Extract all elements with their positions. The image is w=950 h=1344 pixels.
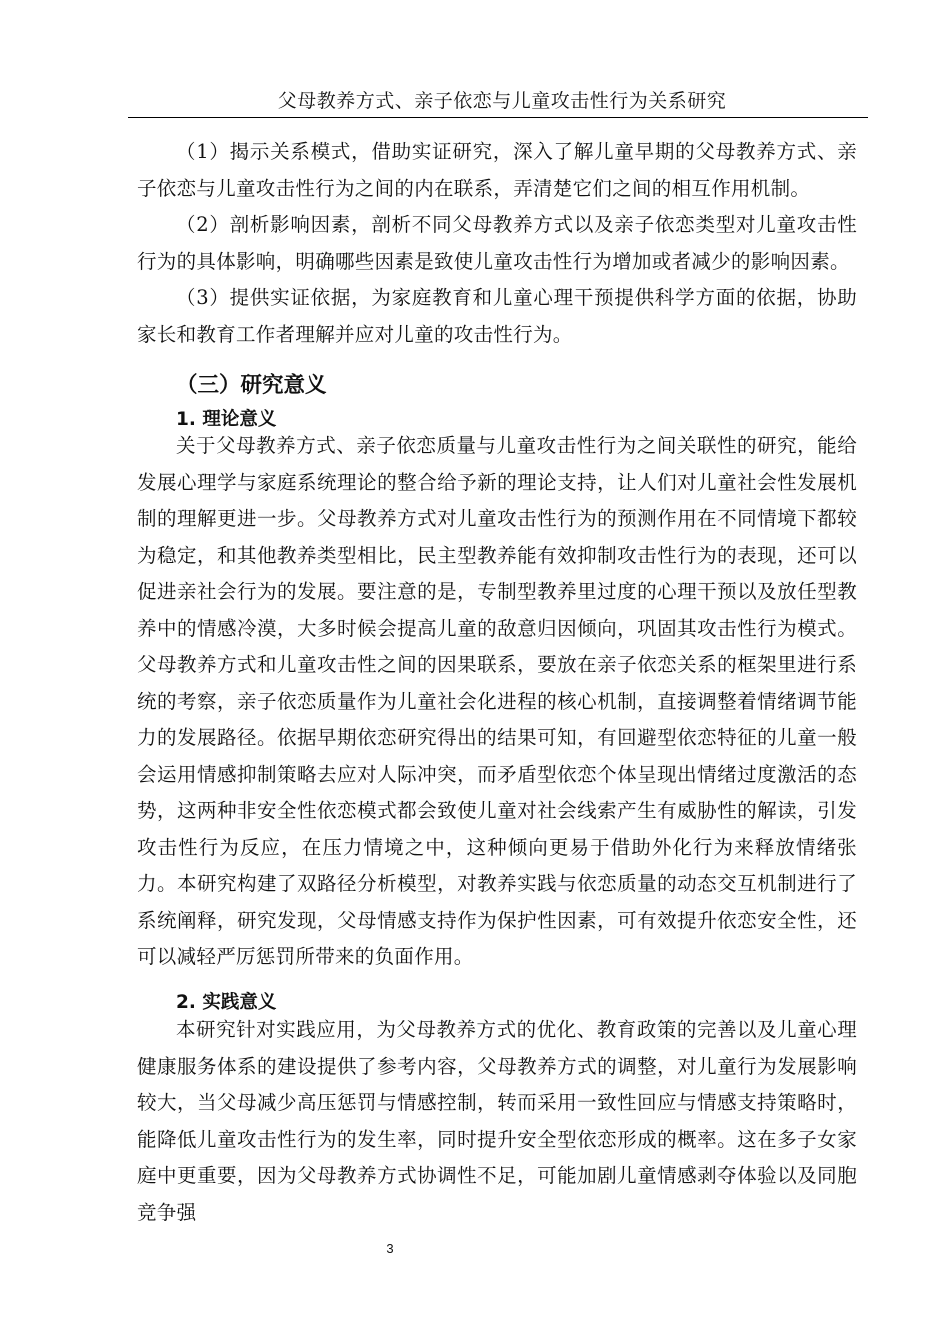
practice-heading: 2. 实践意义 xyxy=(176,992,277,1013)
page-number: 3 xyxy=(386,1241,394,1256)
section-heading: （三）研究意义 xyxy=(176,373,327,398)
objective-paragraph-2: （2）剖析影响因素，剖析不同父母教养方式以及亲子依恋类型对儿童攻击性行为的具体影响，明确哪些因素是致使儿童攻击性行为增加或者减少的影响因素。 xyxy=(137,213,857,273)
objective-paragraph-1: （1）揭示关系模式，借助实证研究，深入了解儿童早期的父母教养方式、亲子依恋与儿童攻击性行为之间的内在联系，弄清楚它们之间的相互作用机制。 xyxy=(137,140,857,200)
running-header: 父母教养方式、亲子依恋与儿童攻击性行为关系研究 xyxy=(277,90,727,112)
objective-paragraph-3: （3）提供实证依据，为家庭教育和儿童心理干预提供科学方面的依据，协助家长和教育工作者理解并应对儿童的攻击性行为。 xyxy=(137,286,857,346)
header-rule xyxy=(128,117,868,118)
theory-paragraph: 关于父母教养方式、亲子依恋质量与儿童攻击性行为之间关联性的研究，能给发展心理学与家庭系统理论的整合给予新的理论支持，让人们对儿童社会性发展机制的理解更进一步。父母教养方式对儿童攻击性行为的预测作用在不同情境下都较为稳定，和其他教养类型相比，民主型教养能有效抑制攻击性行为的表现，还可以促进亲社会行为的发展。要注意的是，专制型教养里过度的心理干预以及放任型教养中的情感冷漠，大多时候会提高儿童的敌意归因倾向，巩固其攻击性行为模式。父母教养方式和儿童攻击性之间的因果联系，要放在亲子依恋关系的框架里进行系统的考察，亲子依恋质量作为儿童社会化进程的核心机制，直接调整着情绪调节能力的发展路径。依据早期依恋研究得出的结果可知，有回避型依恋特征的儿童一般会运用情感抑制策略去应对人际冲突，而矛盾型依恋个体呈现出情绪过度激活的态势，这两种非安全性依恋模式都会致使儿童对社会线索产生有威胁性的解读，引发攻击性行为反应，在压力情境之中，这种倾向更易于借助外化行为来释放情绪张力。本研究构建了双路径分析模型，对教养实践与依恋质量的动态交互机制进行了系统阐释，研究发现，父母情感支持作为保护性因素，可有效提升依恋安全性，还可以减轻严厉惩罚所带来的负面作用。 xyxy=(137,434,857,968)
practice-paragraph: 本研究针对实践应用，为父母教养方式的优化、教育政策的完善以及儿童心理健康服务体系的建设提供了参考内容，父母教养方式的调整，对儿童行为发展影响较大，当父母减少高压惩罚与情感控制，转而采用一致性回应与情感支持策略时，能降低儿童攻击性行为的发生率，同时提升安全型依恋形成的概率。这在多子女家庭中更重要，因为父母教养方式协调性不足，可能加剧儿童情感剥夺体验以及同胞竞争强 xyxy=(137,1018,857,1224)
theory-heading: 1. 理论意义 xyxy=(176,409,277,430)
